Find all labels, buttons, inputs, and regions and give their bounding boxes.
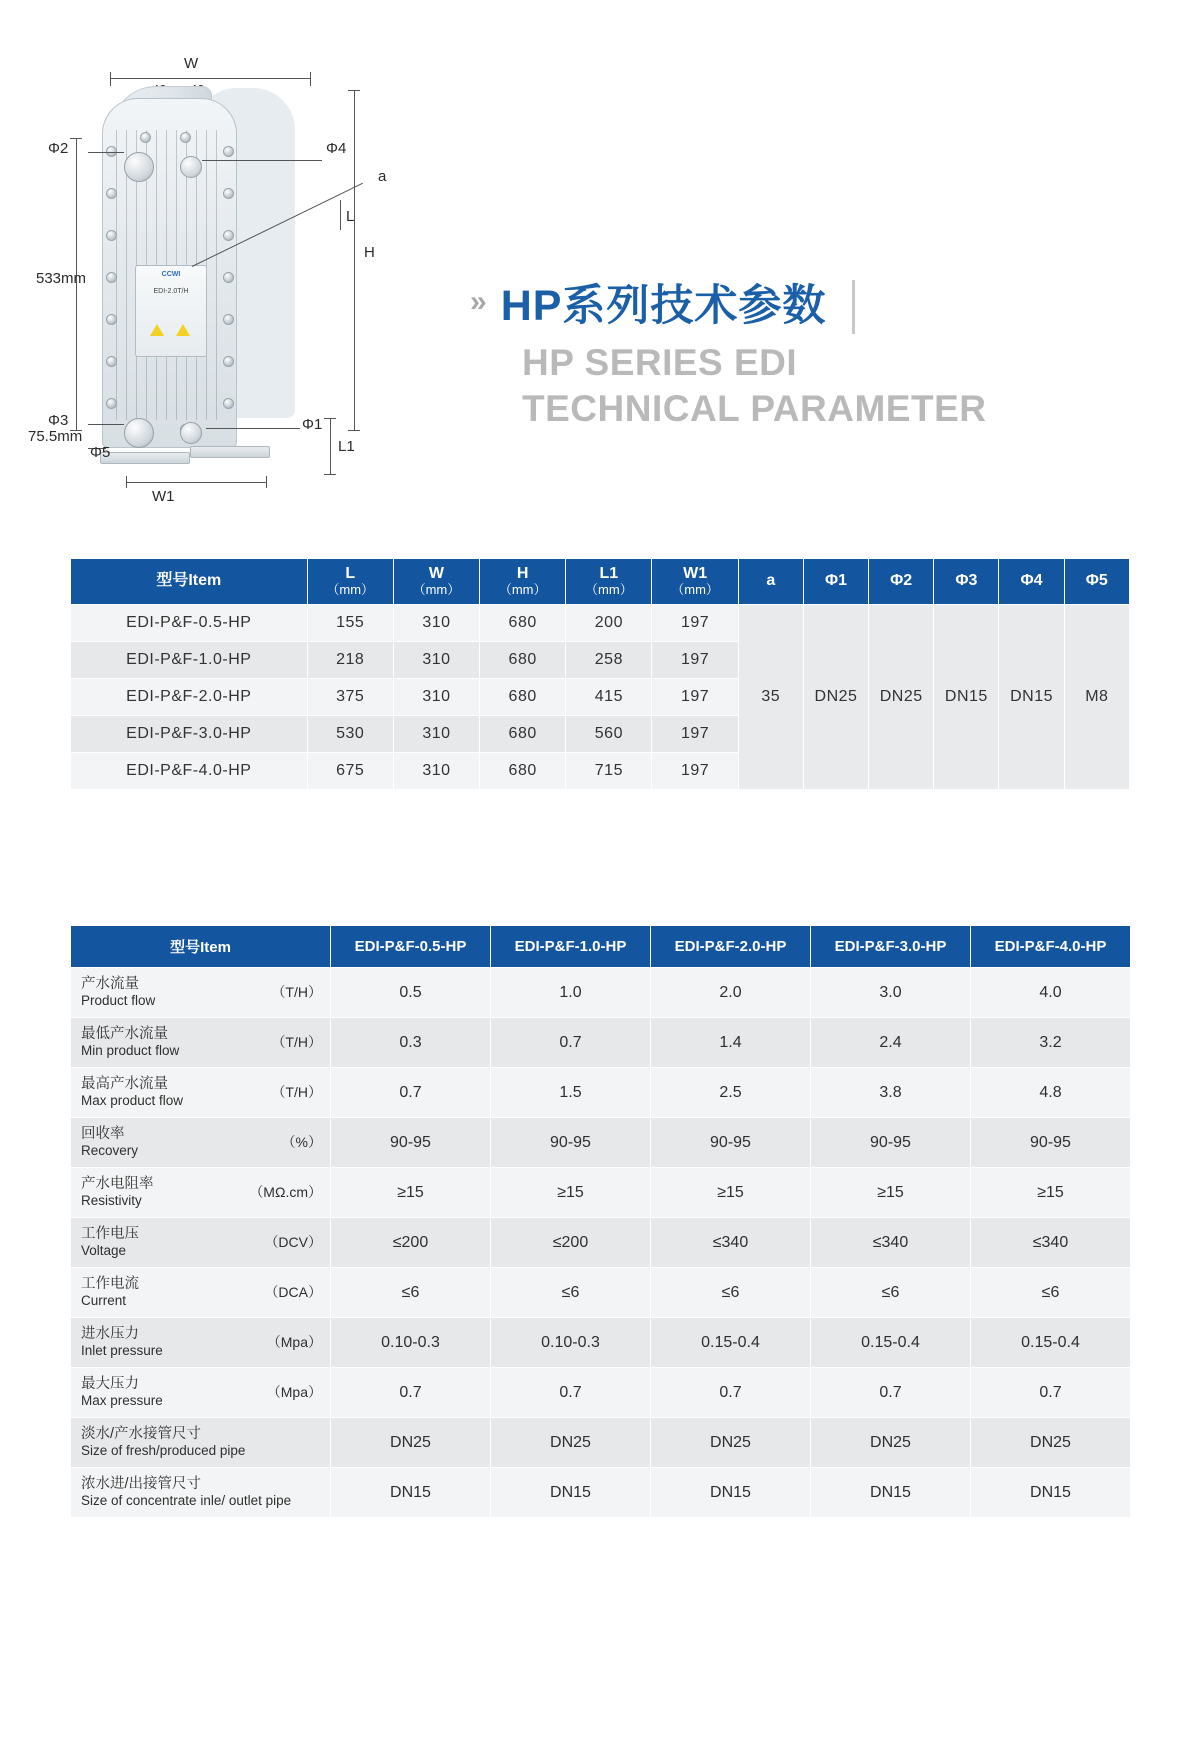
row-header [71,1168,331,1218]
col-header-model-4: EDI-P&F-4.0-HP [971,926,1131,968]
col-header-phi2: Φ2 [869,559,934,605]
table-row [71,1468,1131,1518]
page-title-en-line2: TECHNICAL PARAMETER [522,388,987,430]
cell-value: 0.10-0.3 [491,1318,651,1368]
cell-item: EDI-P&F-1.0-HP [71,642,308,679]
dim-line-l-small [340,200,341,230]
bolt [140,132,151,143]
cell-w: 310 [393,753,479,790]
row-label-cn: 最低产水流量 [81,1026,168,1042]
table-row [71,1218,1131,1268]
col-header-l-unit: （mm） [326,582,375,598]
row-label-cn: 产水流量 [81,976,139,992]
cell-item: EDI-P&F-0.5-HP [71,605,308,642]
cell-w: 310 [393,642,479,679]
port-phi3 [124,418,154,448]
bolt [223,188,234,199]
brand-logo: CCWI [161,271,181,278]
cell-w1: 197 [652,753,738,790]
dim-line-w [110,78,310,79]
row-label-en: Min product flow [81,1043,180,1059]
cell-value: ≤6 [331,1268,491,1318]
row-header [71,1368,331,1418]
row-label-cn: 产水电阻率 [81,1176,154,1192]
cell-l1: 200 [566,605,652,642]
cell-item: EDI-P&F-3.0-HP [71,716,308,753]
dim-tick-w-left [110,72,111,86]
cell-value: 0.15-0.4 [811,1318,971,1368]
cell-value: 2.4 [811,1018,971,1068]
cell-value: ≤6 [491,1268,651,1318]
table-row [71,1318,1131,1368]
cell-h: 680 [480,642,566,679]
row-header [71,1418,331,1468]
row-label-cn: 淡水/产水接管尺寸 [81,1426,202,1442]
row-label-en: Max pressure [81,1393,163,1409]
hero-section [0,0,1200,520]
mounting-foot-right [190,446,270,458]
dim-tick-l1-top [324,418,336,419]
cell-phi4-merged: DN15 [999,605,1064,790]
cell-w1: 197 [652,679,738,716]
bolt [223,230,234,241]
dim-tick-h-top [348,90,360,91]
cell-l1: 258 [566,642,652,679]
cell-value: 4.0 [971,968,1131,1018]
table-header-row [71,559,1130,605]
port-phi1 [180,422,202,444]
bolt [180,132,191,143]
table-row [71,605,1130,642]
cell-value: 0.7 [971,1368,1131,1418]
col-header-h-label: H [516,565,529,582]
warning-triangle-icon [150,324,164,336]
bolt [106,188,117,199]
dim-label-533: 533mm [36,270,87,287]
nameplate-model: EDI-2.0T/H [153,288,189,295]
mounting-foot-left [100,452,190,464]
cell-item: EDI-P&F-4.0-HP [71,753,308,790]
cell-value: DN25 [491,1418,651,1468]
row-unit: （%） [281,1133,322,1150]
table-row [71,1168,1131,1218]
cell-a-merged: 35 [738,605,803,790]
cell-value: 0.5 [331,968,491,1018]
cell-h: 680 [480,716,566,753]
cell-value: 2.5 [651,1068,811,1118]
cell-value: ≤200 [331,1218,491,1268]
col-header-model-1: EDI-P&F-1.0-HP [491,926,651,968]
cell-value: 2.0 [651,968,811,1018]
dim-tick-w-right [310,72,311,86]
row-label-en: Recovery [81,1143,139,1159]
cell-l: 530 [307,716,393,753]
dim-tick-l1-bottom [324,474,336,475]
cell-value: 90-95 [651,1118,811,1168]
cell-value: 0.7 [491,1018,651,1068]
cell-value: 1.4 [651,1018,811,1068]
table-row [71,1118,1131,1168]
cell-w: 310 [393,605,479,642]
page-title-cn: HP系列技术参数 [500,282,827,331]
dim-tick-h-bottom [348,430,360,431]
cell-value: 0.15-0.4 [971,1318,1131,1368]
col-header-l1-label: L1 [599,565,619,582]
col-header-phi4: Φ4 [999,559,1064,605]
row-label-en: Max product flow [81,1093,184,1109]
row-header [71,1318,331,1368]
cell-value: 0.7 [331,1368,491,1418]
col-header-w-unit: （mm） [412,582,461,598]
cell-h: 680 [480,605,566,642]
cell-value: DN15 [971,1468,1131,1518]
row-header [71,1018,331,1068]
col-header-l1 [566,559,652,605]
cell-w: 310 [393,716,479,753]
row-label-en: Resistivity [81,1193,142,1209]
table-row [71,1068,1131,1118]
cell-value: 0.7 [651,1368,811,1418]
cell-h: 680 [480,753,566,790]
chevron-right-icon: » [470,285,487,318]
col-header-a: a [738,559,803,605]
cell-value: 0.3 [331,1018,491,1068]
col-header-l-label: L [345,565,356,582]
cell-value: 90-95 [491,1118,651,1168]
page-title-en-line1: HP SERIES EDI [522,342,798,383]
specification-table [70,925,1131,1518]
cell-w1: 197 [652,605,738,642]
row-header [71,1118,331,1168]
col-header-item: 型号Item [71,926,331,968]
col-header-h [480,559,566,605]
cell-value: ≤6 [811,1268,971,1318]
cell-value: 0.15-0.4 [651,1318,811,1368]
dim-label-l: L [346,208,355,225]
product-nameplate [135,265,207,357]
cell-value: ≤200 [491,1218,651,1268]
cell-l1: 715 [566,753,652,790]
bolt [106,314,117,325]
title-divider [852,280,855,334]
cell-value: 0.7 [331,1068,491,1118]
cell-phi5-merged: M8 [1064,605,1129,790]
row-unit: （Mpa） [266,1383,322,1400]
row-label-en: Inlet pressure [81,1343,163,1359]
cell-value: DN15 [811,1468,971,1518]
cell-value: 3.2 [971,1018,1131,1068]
cell-value: DN15 [651,1468,811,1518]
cell-value: 0.7 [811,1368,971,1418]
row-label-en: Voltage [81,1243,127,1259]
row-label-en: Product flow [81,993,156,1009]
leader-phi2 [88,152,124,153]
bolt [223,146,234,157]
row-label-cn: 工作电压 [81,1226,139,1242]
warning-triangle-icon [176,324,190,336]
dim-line-l1 [330,418,331,474]
col-header-model-3: EDI-P&F-3.0-HP [811,926,971,968]
cell-w: 310 [393,679,479,716]
dim-label-phi2: Φ2 [48,140,69,157]
row-unit: （T/H） [271,983,322,1000]
table-row [71,1268,1131,1318]
row-unit: （MΩ.cm） [249,1183,322,1200]
dim-line-h [354,90,355,430]
col-header-w1-label: W1 [683,565,708,582]
leader-phi3 [88,424,124,425]
row-label-en: Size of concentrate inle/ outlet pipe [81,1493,292,1509]
row-label-cn: 进水压力 [81,1326,139,1342]
dim-tick-w1-left [126,476,127,488]
row-label-en: Current [81,1293,127,1309]
bolt [223,272,234,283]
cell-value: DN25 [811,1418,971,1468]
col-header-phi1: Φ1 [803,559,868,605]
col-header-l1-unit: （mm） [585,582,633,598]
cell-value: ≥15 [331,1168,491,1218]
cell-value: 90-95 [811,1118,971,1168]
dim-label-w: W [184,55,199,72]
row-unit: （Mpa） [266,1333,322,1350]
cell-value: 3.0 [811,968,971,1018]
dim-tick-w1-right [266,476,267,488]
row-unit: （T/H） [271,1033,322,1050]
cell-value: DN15 [491,1468,651,1518]
dim-label-755: 75.5mm [28,428,83,445]
bolt [223,314,234,325]
col-header-item-label: 型号Item [156,572,222,590]
table-row [71,1368,1131,1418]
cell-phi1-merged: DN25 [803,605,868,790]
dim-label-phi1: Φ1 [302,416,323,433]
col-header-w1-unit: （mm） [671,582,719,598]
col-header-w-label: W [428,565,444,582]
dim-label-w1: W1 [152,488,175,505]
dim-label-l1: L1 [338,438,355,455]
cell-l: 155 [307,605,393,642]
dim-label-a: a [378,168,387,185]
row-label-cn: 工作电流 [81,1276,139,1292]
bolt [106,272,117,283]
cell-value: ≤340 [651,1218,811,1268]
cell-value: 1.0 [491,968,651,1018]
cell-value: 0.7 [491,1368,651,1418]
dim-label-h: H [364,244,375,261]
cell-value: DN25 [651,1418,811,1468]
cell-value: 4.8 [971,1068,1131,1118]
row-unit: （DCA） [264,1283,322,1300]
dim-tick-533-top [70,138,82,139]
cell-value: 3.8 [811,1068,971,1118]
cell-w1: 197 [652,642,738,679]
leader-phi1 [206,428,300,429]
cell-value: 90-95 [331,1118,491,1168]
row-label-cn: 回收率 [81,1126,125,1142]
cell-w1: 197 [652,716,738,753]
bolt [106,230,117,241]
col-header-phi3: Φ3 [934,559,999,605]
row-label-cn: 浓水进/出接管尺寸 [81,1476,202,1492]
bolt [106,356,117,367]
row-header [71,1068,331,1118]
port-phi4 [180,156,202,178]
row-unit: （T/H） [271,1083,322,1100]
table-row [71,1018,1131,1068]
cell-phi3-merged: DN15 [934,605,999,790]
bolt [106,398,117,409]
cell-l: 675 [307,753,393,790]
cell-value: DN15 [331,1468,491,1518]
row-unit: （DCV） [264,1233,322,1250]
col-header-model-2: EDI-P&F-2.0-HP [651,926,811,968]
bolt [223,356,234,367]
cell-l: 375 [307,679,393,716]
col-header-w1 [652,559,738,605]
cell-value: ≤6 [971,1268,1131,1318]
bolt [223,398,234,409]
cell-value: 0.10-0.3 [331,1318,491,1368]
cell-value: ≥15 [651,1168,811,1218]
table-row [71,968,1131,1018]
row-header [71,1268,331,1318]
cell-item: EDI-P&F-2.0-HP [71,679,308,716]
product-technical-drawing [28,20,460,510]
col-header-h-unit: （mm） [498,582,547,598]
cell-l: 218 [307,642,393,679]
dim-label-phi4: Φ4 [326,140,347,157]
cell-value: ≥15 [971,1168,1131,1218]
row-label-cn: 最大压力 [81,1376,139,1392]
row-header [71,968,331,1018]
cell-l1: 415 [566,679,652,716]
row-header [71,1468,331,1518]
col-header-phi5: Φ5 [1064,559,1129,605]
cell-value: ≤340 [811,1218,971,1268]
cell-phi2-merged: DN25 [869,605,934,790]
cell-h: 680 [480,679,566,716]
col-header-l [307,559,393,605]
cell-value: DN25 [331,1418,491,1468]
row-label-cn: 最高产水流量 [81,1076,168,1092]
port-phi2 [124,152,154,182]
dimension-table [70,558,1130,790]
cell-value: DN25 [971,1418,1131,1468]
row-label-en: Size of fresh/produced pipe [81,1443,246,1459]
cell-value: ≤6 [651,1268,811,1318]
table-header-row [71,926,1131,968]
cell-value: 1.5 [491,1068,651,1118]
dim-label-phi5: Φ5 [90,444,111,461]
row-header [71,1218,331,1268]
dim-label-phi3: Φ3 [48,412,69,429]
col-header-w [393,559,479,605]
cell-value: ≥15 [491,1168,651,1218]
page-title-block [470,280,1090,433]
table-row [71,1418,1131,1468]
cell-value: ≤340 [971,1218,1131,1268]
cell-value: ≥15 [811,1168,971,1218]
col-header-model-0: EDI-P&F-0.5-HP [331,926,491,968]
dim-line-w1 [126,482,266,483]
cell-value: 90-95 [971,1118,1131,1168]
cell-l1: 560 [566,716,652,753]
col-header-item [71,559,308,605]
leader-phi4 [202,160,322,161]
